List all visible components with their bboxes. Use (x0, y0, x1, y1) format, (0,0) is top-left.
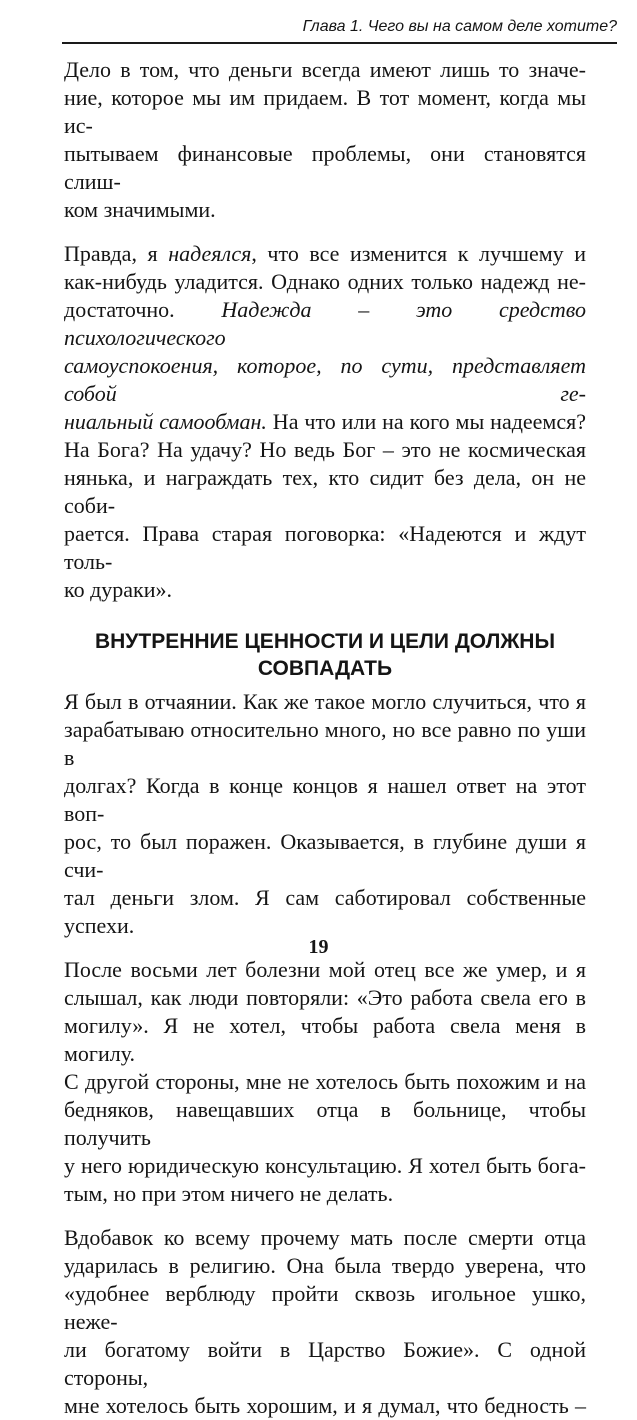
text-line: мне хотелось быть хорошим, и я думал, что бедность – (64, 1393, 586, 1418)
text-line: бедняков, навещавших отца в больнице, чтобы получить (64, 1097, 586, 1150)
text-line: рос, то был поражен. Оказывается, в глубине души я счи- (64, 829, 586, 882)
text-line: Дело в том, что деньги всегда имеют лишь то значе- (64, 57, 586, 82)
text-line: ние, которое мы им придаем. В тот момент, когда мы ис- (64, 85, 586, 138)
paragraph-1 (64, 56, 586, 224)
text-line: ударилась в религию. Она была твердо уверена, что (64, 1253, 586, 1278)
text-line: «удобнее верблюду пройти сквозь игольное ушко, неже- (64, 1281, 586, 1334)
text-line (64, 296, 586, 352)
paragraph-3 (64, 688, 586, 940)
text-line (64, 408, 586, 436)
italic-run: ниальный самообман. (64, 409, 267, 434)
text-line (64, 240, 586, 268)
italic-run: самоуспокоения, которое, по сути, представляет собой ге- (64, 353, 586, 406)
text-line: ком значимыми. (64, 197, 216, 222)
section-heading (64, 628, 586, 682)
text-line: могилу». Я не хотел, чтобы работа свела меня в могилу. (64, 1013, 586, 1066)
page-body (64, 56, 586, 1420)
text-line: ли богатому войти в Царство Божие». С одной стороны, (64, 1337, 586, 1390)
paragraph-4 (64, 956, 586, 1208)
text-line: Вдобавок ко всему прочему мать после смерти отца (64, 1225, 586, 1250)
text-line: Я был в отчаянии. Как же такое могло случиться, что я (64, 689, 586, 714)
text-run: На что или на кого мы надеемся? (266, 409, 587, 434)
heading-line: ВНУТРЕННИЕ ЦЕННОСТИ И ЦЕЛИ ДОЛЖНЫ (94, 630, 556, 653)
paragraph-5 (64, 1224, 586, 1420)
text-line: рается. Права старая поговорка: «Надеются и ждут толь- (64, 521, 586, 574)
paragraph-2 (64, 240, 586, 604)
running-title: Глава 1. Чего вы на самом деле хотите? (302, 18, 617, 35)
text-run: , что все изменится к лучшему и (251, 241, 586, 266)
text-line: С другой стороны, мне не хотелось быть похожим и на (64, 1069, 586, 1094)
text-line (64, 352, 586, 408)
text-run: достаточно. (64, 297, 222, 322)
text-line: долгах? Когда в конце концов я нашел ответ на этот воп- (64, 773, 586, 826)
text-line: ко дураки». (64, 577, 172, 602)
text-line: тым, но при этом ничего не делать. (64, 1181, 394, 1206)
text-line: тал деньги злом. Я сам саботировал собственные успехи. (64, 885, 586, 938)
text-line: После восьми лет болезни мой отец все же умер, и я (64, 957, 586, 982)
text-line: слышал, как люди повторяли: «Это работа свела его в (64, 985, 586, 1010)
text-line: нянька, и награждать тех, кто сидит без дела, он не соби- (64, 465, 586, 518)
italic-run: надеялся (168, 241, 252, 266)
text-line: у него юридическую консультацию. Я хотел быть бога- (64, 1153, 586, 1178)
text-line: зарабатываю относительно много, но все равно по уши в (64, 717, 586, 770)
text-line: пытываем финансовые проблемы, они становятся слиш- (64, 141, 586, 194)
text-line: как-нибудь уладится. Однако одних только надежд не- (64, 269, 586, 294)
italic-run: Надежда – это средство психологического (64, 297, 586, 350)
heading-line: СОВПАДАТЬ (257, 657, 393, 680)
running-header (62, 16, 617, 44)
text-line: На Бога? На удачу? Но ведь Бог – это не космическая (64, 437, 586, 462)
text-run: Правда, я (64, 241, 169, 266)
page-number: 19 (308, 936, 329, 958)
